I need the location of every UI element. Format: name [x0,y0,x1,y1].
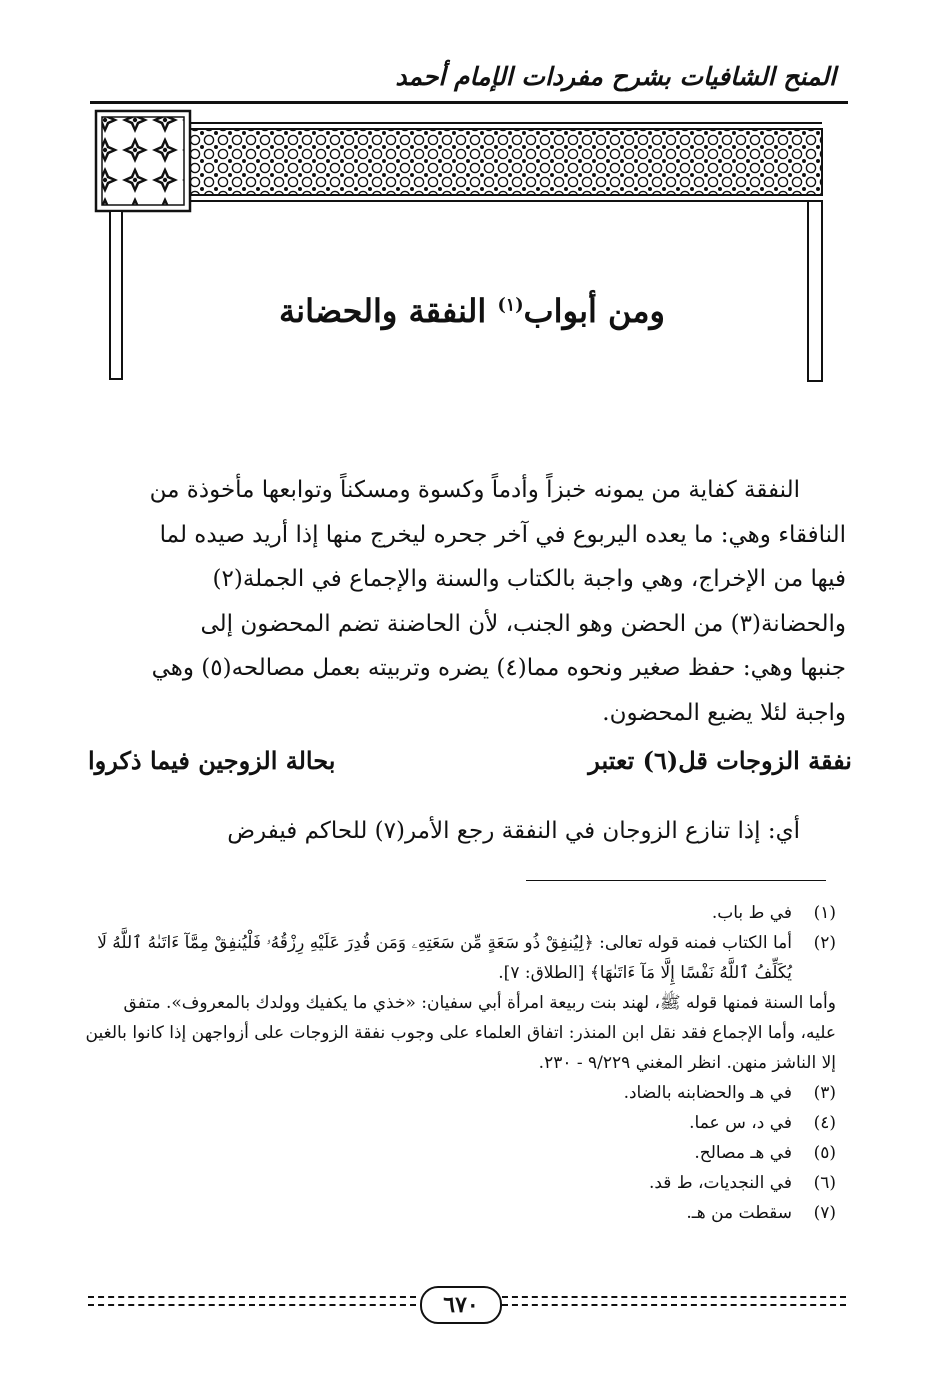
paragraph-line: النفقة كفاية من يمونه خبزاً وأدماً وكسوة ومسكناً وتوابعها مأخوذة من [149,477,800,503]
running-head: المنح الشافيات بشرح مفردات الإمام أحمد [395,62,836,91]
page-footer [88,1288,846,1328]
footnote-text: في النجديات، ط قد. [648,1173,792,1193]
footer-dash-right-2 [502,1304,846,1306]
chapter-title-text: ومن أبواب [523,292,665,330]
footnote-number: (٦) [813,1173,836,1193]
footer-dash-right [502,1296,846,1298]
footnote-number: (٥) [813,1143,836,1163]
footnote-item [84,1198,836,1228]
footnote-number: (٧) [813,1203,836,1223]
footer-dash-left [88,1296,416,1298]
paragraph-line: والحضانة(٣) من الحضن وهو الجنب، لأن الحاضنة تضم المحضون إلى [200,610,846,637]
chapter-title [0,292,944,330]
footnote-number: (٢) [813,933,836,953]
footnote-text: في هـ والحضابنه بالضاد. [623,1083,792,1103]
footnote-number: (٤) [813,1113,836,1133]
footnote-item [84,898,836,928]
title-frame-ornament [90,105,830,390]
paragraph-line: جنبها وهي: حفظ صغير ونحوه مما(٤) يضره وتربيته بعمل مصالحه(٥) وهي [151,655,846,681]
footnote-text: أما الكتاب فمنه قوله تعالى: ﴿لِيُنفِقْ ذُو سَعَةٍ مِّن سَعَتِهِۦ وَمَن قُدِرَ عَلَيْهِ رِزْقُهُۥ فَلْيُنفِقْ مِمَّآ ءَاتَىٰهُ ٱللَّهُ لَا يُكَلِّفُ ٱللَّهُ نَفْسًا إِلَّا مَآ ءَاتَىٰهَا﴾ [الطلاق: ٧]. [97,933,792,983]
explanation-line: أي: إذا تنازع الزوجان في النفقة رجع الأمر(٧) للحاكم فيفرض [227,818,800,844]
main-paragraph [92,468,846,735]
footnote-number: (١) [813,903,836,923]
footnote-item [84,1138,836,1168]
poem-hemistich-left: بحالة الزوجين فيما ذكروا [88,746,336,775]
poem-hemistich-right: نفقة الزوجات قل(٦) تعتبر [588,746,852,775]
poem-verse [88,740,852,784]
chapter-title-text-2: النفقة والحضانة [279,292,498,330]
footnote-continuation: وأما السنة فمنها قوله ﷺ، لهند بنت ربيعة امرأة أبي سفيان: «خذي ما يكفيك وولدك بالمعروف». متفق عليه، وأما الإجماع فقد نقل ابن المنذر: اتفاق العلماء على وجوب نفقة الزوجات على أزواجهن إذا كانوا بالغين إلا الناشز منهن. انظر المغني ٩/٢٢٩ - ٢٣٠. [85,993,836,1073]
footer-dash-left-2 [88,1304,416,1306]
footnote-item [84,928,836,988]
paragraph-line: النافقاء وهي: ما يعده اليربوع في آخر جحره ليخرج منها إذا أريد صيده لما [159,521,846,548]
page-number: ٦٧٠ [420,1286,502,1324]
footnote-item [84,1108,836,1138]
footnotes [84,898,836,1228]
paragraph-line: فيها من الإخراج، وهي واجبة بالكتاب والسنة والإجماع في الجملة(٢) [212,566,846,592]
footnote-number: (٣) [813,1083,836,1103]
footnote-ref: (١) [497,294,524,316]
footnote-text: في هـ مصالح. [694,1143,792,1163]
paragraph-line: واجبة لئلا يضيع المحضون. [602,699,846,726]
footnote-separator [526,880,826,881]
footnote-text: في ط باب. [711,903,792,923]
header-rule [90,101,848,104]
footnote-text: في د، س عما. [689,1113,792,1133]
footnote-item [84,1168,836,1198]
footnote-text: سقطت من هـ. [686,1203,792,1223]
footnote-item [84,1078,836,1108]
